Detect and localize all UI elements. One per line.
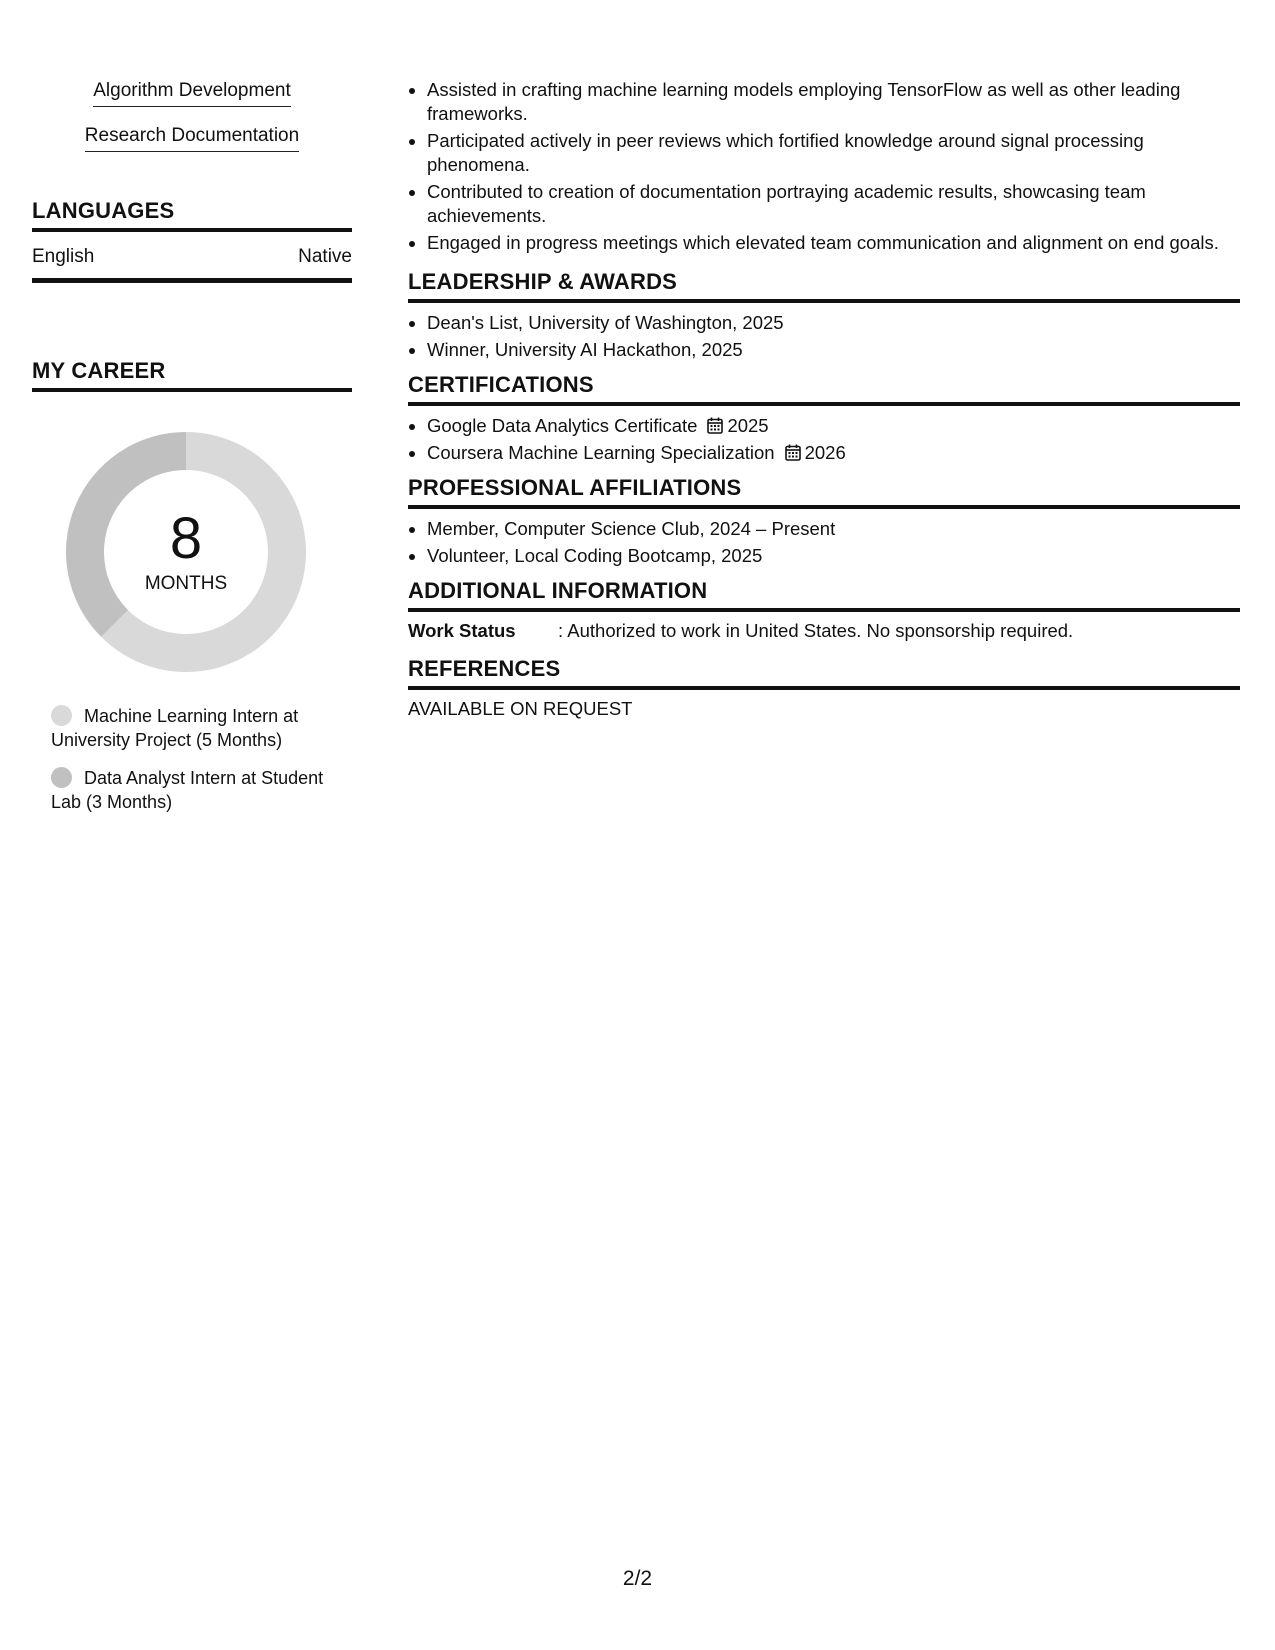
skill-tag: Research Documentation [85, 125, 299, 152]
leadership-list [408, 311, 1240, 362]
career-total-number: 8 [169, 506, 203, 571]
legend-label: Machine Learning Intern at University Project (5 Months) [51, 706, 299, 750]
language-level: Native [298, 246, 352, 267]
list-item [427, 414, 1240, 438]
certification-year: 2025 [727, 415, 769, 436]
language-row [32, 232, 352, 283]
leadership-section [408, 269, 1240, 362]
experience-bullets [408, 78, 1240, 255]
legend-label: Data Analyst Intern at Student Lab (3 Months) [51, 768, 324, 812]
list-item: • Member, Computer Science Club, 2024 – Present [427, 517, 1240, 541]
work-status-row [408, 620, 1240, 642]
certification-name: Coursera Machine Learning Specialization [427, 442, 775, 463]
work-status-value: : Authorized to work in United States. No sponsorship required. [558, 620, 1074, 641]
references-title: REFERENCES [408, 656, 1240, 690]
calendar-icon [785, 444, 801, 461]
legend-item [51, 766, 331, 814]
page-number: 2/2 [622, 1567, 653, 1590]
languages-title: LANGUAGES [32, 198, 352, 232]
career-total-unit: MONTHS [144, 573, 228, 594]
leadership-title: LEADERSHIP & AWARDS [408, 269, 1240, 303]
languages-section [32, 198, 352, 283]
main-content [408, 78, 1240, 720]
list-item [427, 441, 1240, 465]
certifications-list [408, 414, 1240, 465]
list-item: • Assisted in crafting machine learning models employing TensorFlow as well as other leading frameworks. [427, 78, 1240, 126]
list-item: • Dean's List, University of Washington, 2025 [427, 311, 1240, 335]
legend-dot [51, 767, 72, 788]
legend-item [51, 704, 331, 752]
list-item: • Volunteer, Local Coding Bootcamp, 2025 [427, 544, 1240, 568]
additional-title: ADDITIONAL INFORMATION [408, 578, 1240, 612]
affiliations-list [408, 517, 1240, 568]
certification-year: 2026 [804, 442, 846, 463]
career-donut-chart [66, 432, 306, 672]
career-title: MY CAREER [32, 358, 352, 392]
list-item: • Contributed to creation of documentation portraying academic results, showcasing team achievements. [427, 180, 1240, 228]
affiliations-section [408, 475, 1240, 568]
legend-dot [51, 705, 72, 726]
career-section [32, 358, 352, 814]
references-section [408, 656, 1240, 720]
list-item: • Winner, University AI Hackathon, 2025 [427, 338, 1240, 362]
work-status-label: Work Status [408, 620, 516, 641]
list-item: • Engaged in progress meetings which elevated team communication and alignment on end goals. [427, 231, 1240, 255]
certifications-section [408, 372, 1240, 465]
career-legend [51, 704, 331, 814]
calendar-icon [707, 417, 723, 434]
affiliations-title: PROFESSIONAL AFFILIATIONS [408, 475, 1240, 509]
language-name: English [32, 246, 95, 267]
certification-name: Google Data Analytics Certificate [427, 415, 698, 436]
skill-tag: Algorithm Development [93, 80, 290, 107]
donut-center [66, 432, 306, 672]
sidebar [32, 80, 352, 828]
additional-section [408, 578, 1240, 642]
list-item: • Participated actively in peer reviews which fortified knowledge around signal processing phenomena. [427, 129, 1240, 177]
references-text: AVAILABLE ON REQUEST [408, 698, 633, 719]
certifications-title: CERTIFICATIONS [408, 372, 1240, 406]
